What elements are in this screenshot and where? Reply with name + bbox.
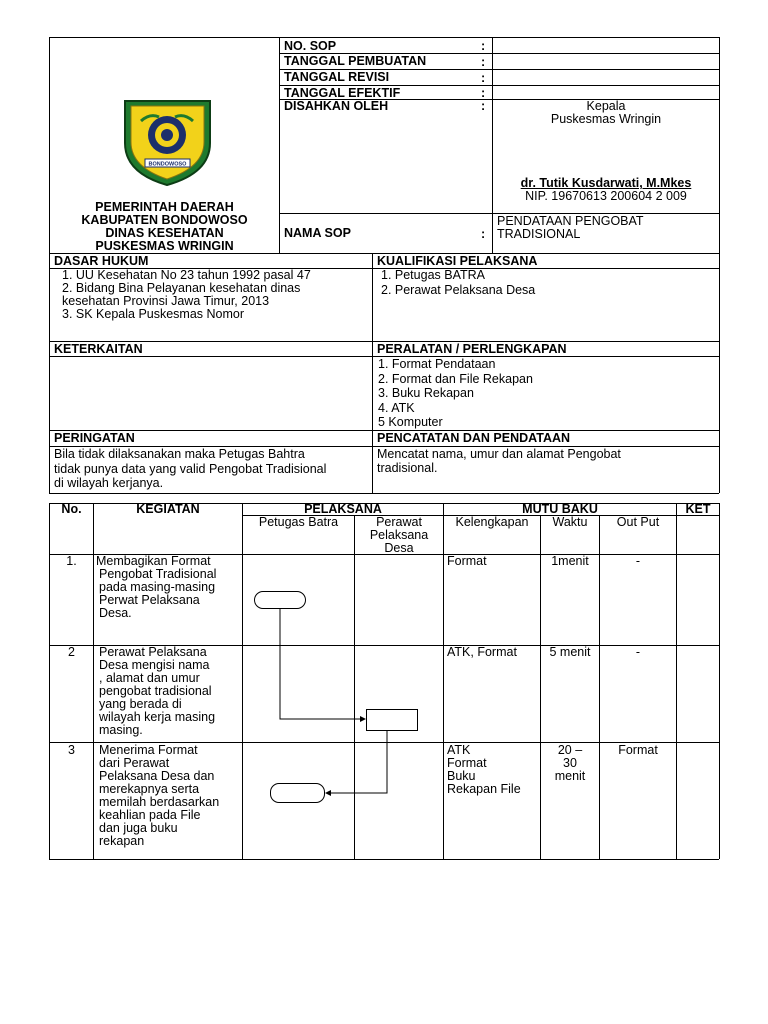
dasar-hukum-item: 2. Bidang Bina Pelayanan kesehatan dinas bbox=[62, 281, 301, 295]
dasar-hukum-title: DASAR HUKUM bbox=[54, 254, 149, 268]
pencatatan-title: PENCATATAN DAN PENDATAAN bbox=[377, 431, 571, 445]
kualifikasi-title: KUALIFIKASI PELAKSANA bbox=[377, 254, 538, 268]
row-kegiatan: Membagikan Format bbox=[96, 554, 211, 568]
row-kegiatan: Perwat Pelaksana bbox=[99, 593, 200, 607]
kualifikasi-item: 1. Petugas BATRA bbox=[381, 268, 485, 282]
org-line-3: DINAS KESEHATAN bbox=[105, 226, 224, 240]
row-kegiatan: Perawat Pelaksana bbox=[99, 645, 207, 659]
row-kelengkapan: ATK, Format bbox=[447, 645, 517, 659]
col-kegiatan: KEGIATAN bbox=[136, 502, 200, 516]
peralatan-item: 5 Komputer bbox=[378, 415, 443, 429]
field-colon: : bbox=[481, 71, 486, 85]
row-kegiatan: masing. bbox=[99, 723, 143, 737]
row-output: - bbox=[635, 645, 641, 659]
flow-arrow-1 bbox=[280, 609, 365, 719]
sub-perawat: Pelaksana bbox=[369, 528, 429, 542]
flow-arrow-2 bbox=[326, 731, 387, 793]
sub-perawat: Desa bbox=[384, 541, 414, 555]
row-kegiatan: pengobat tradisional bbox=[99, 684, 212, 698]
field-label-tanggal-revisi: TANGGAL REVISI bbox=[284, 70, 390, 84]
col-no: No. bbox=[61, 502, 82, 516]
col-pelaksana: PELAKSANA bbox=[304, 502, 382, 516]
col-ket: KET bbox=[685, 502, 711, 516]
row-kegiatan: dari Perawat bbox=[99, 756, 170, 770]
row-no: 2 bbox=[68, 645, 75, 659]
field-label-tanggal-efektif: TANGGAL EFEKTIF bbox=[284, 86, 401, 100]
row-kegiatan: merekapnya serta bbox=[99, 782, 200, 796]
row-no: 3 bbox=[68, 743, 75, 757]
row-kelengkapan: Rekapan File bbox=[447, 782, 521, 796]
row-kegiatan: dan juga buku bbox=[99, 821, 178, 835]
peralatan-item: 4. ATK bbox=[378, 401, 415, 415]
row-kegiatan: , alamat dan umur bbox=[99, 671, 200, 685]
approver-nip: NIP. 19670613 200604 2 009 bbox=[525, 189, 687, 203]
col-mutu-baku: MUTU BAKU bbox=[522, 502, 598, 516]
row-kegiatan: yang berada di bbox=[99, 697, 182, 711]
peralatan-item: 3. Buku Rekapan bbox=[378, 386, 474, 400]
row-kegiatan: memilah berdasarkan bbox=[99, 795, 220, 809]
row-no: 1. bbox=[66, 554, 77, 568]
field-colon: : bbox=[481, 39, 486, 53]
approver-title: Kepala bbox=[586, 99, 626, 113]
field-colon: : bbox=[481, 99, 486, 113]
row-kelengkapan: Format bbox=[447, 756, 487, 770]
sub-output: Out Put bbox=[616, 515, 660, 529]
pencatatan-line: tradisional. bbox=[377, 461, 438, 475]
row-waktu: 1menit bbox=[551, 554, 589, 568]
row-kegiatan: Pengobat Tradisional bbox=[99, 567, 217, 581]
sop-name-label: NAMA SOP bbox=[284, 226, 351, 240]
field-colon: : bbox=[481, 55, 486, 69]
peralatan-item: 2. Format dan File Rekapan bbox=[378, 372, 533, 386]
peralatan-title: PERALATAN / PERLENGKAPAN bbox=[377, 342, 567, 356]
peringatan-line: di wilayah kerjanya. bbox=[54, 476, 164, 490]
kualifikasi-item: 2. Perawat Pelaksana Desa bbox=[381, 283, 536, 297]
sub-perawat: Perawat bbox=[376, 515, 422, 529]
field-label-no-sop: NO. SOP bbox=[284, 39, 337, 53]
org-line-2: KABUPATEN BONDOWOSO bbox=[81, 213, 248, 227]
field-label-disahkan-oleh: DISAHKAN OLEH bbox=[284, 99, 389, 113]
row-waktu: 5 menit bbox=[549, 645, 591, 659]
peralatan-item: 1. Format Pendataan bbox=[378, 357, 496, 371]
sop-name-line-1: PENDATAAN PENGOBAT bbox=[497, 214, 644, 228]
peringatan-line: Bila tidak dilaksanakan maka Petugas Bahtra bbox=[54, 447, 305, 461]
dasar-hukum-item: 3. SK Kepala Puskesmas Nomor bbox=[62, 307, 245, 321]
approver-name: dr. Tutik Kusdarwati, M.Mkes bbox=[520, 176, 692, 190]
pencatatan-line: Mencatat nama, umur dan alamat Pengobat bbox=[377, 447, 621, 461]
sop-name-line-2: TRADISIONAL bbox=[497, 227, 581, 241]
sub-waktu: Waktu bbox=[552, 515, 588, 529]
field-label-tanggal-pembuatan: TANGGAL PEMBUATAN bbox=[284, 54, 427, 68]
logo-banner-text: BONDOWOSO bbox=[148, 161, 187, 168]
keterkaitan-title: KETERKAITAN bbox=[54, 342, 143, 356]
row-kegiatan: Desa mengisi nama bbox=[99, 658, 210, 672]
org-line-1: PEMERINTAH DAERAH bbox=[95, 200, 234, 214]
dasar-hukum-item: kesehatan Provinsi Jawa Timur, 2013 bbox=[62, 294, 270, 308]
peringatan-title: PERINGATAN bbox=[54, 431, 135, 445]
row-output: Format bbox=[618, 743, 658, 757]
row-kelengkapan: Buku bbox=[447, 769, 476, 783]
row-kelengkapan: ATK bbox=[447, 743, 471, 757]
row-kegiatan: keahlian pada File bbox=[99, 808, 201, 822]
approver-office: Puskesmas Wringin bbox=[550, 112, 662, 126]
row-kegiatan: Desa. bbox=[99, 606, 132, 620]
row-kegiatan: Menerima Format bbox=[99, 743, 198, 757]
peringatan-line: tidak punya data yang valid Pengobat Tradisional bbox=[54, 462, 327, 476]
row-output: - bbox=[635, 554, 641, 568]
row-kegiatan: Pelaksana Desa dan bbox=[99, 769, 215, 783]
row-kegiatan: rekapan bbox=[99, 834, 145, 848]
row-waktu: menit bbox=[554, 769, 586, 783]
row-waktu: 30 bbox=[563, 756, 577, 770]
row-kegiatan: pada masing-masing bbox=[99, 580, 216, 594]
org-line-4: PUSKESMAS WRINGIN bbox=[95, 239, 234, 253]
sub-petugas-batra: Petugas Batra bbox=[258, 515, 339, 529]
sop-name-colon: : bbox=[481, 227, 486, 241]
row-kegiatan: wilayah kerja masing bbox=[99, 710, 216, 724]
row-waktu: 20 – bbox=[557, 743, 583, 757]
field-colon: : bbox=[481, 86, 486, 100]
row-kelengkapan: Format bbox=[447, 554, 487, 568]
sub-kelengkapan: Kelengkapan bbox=[455, 515, 529, 529]
dasar-hukum-item: 1. UU Kesehatan No 23 tahun 1992 pasal 47 bbox=[62, 268, 311, 282]
